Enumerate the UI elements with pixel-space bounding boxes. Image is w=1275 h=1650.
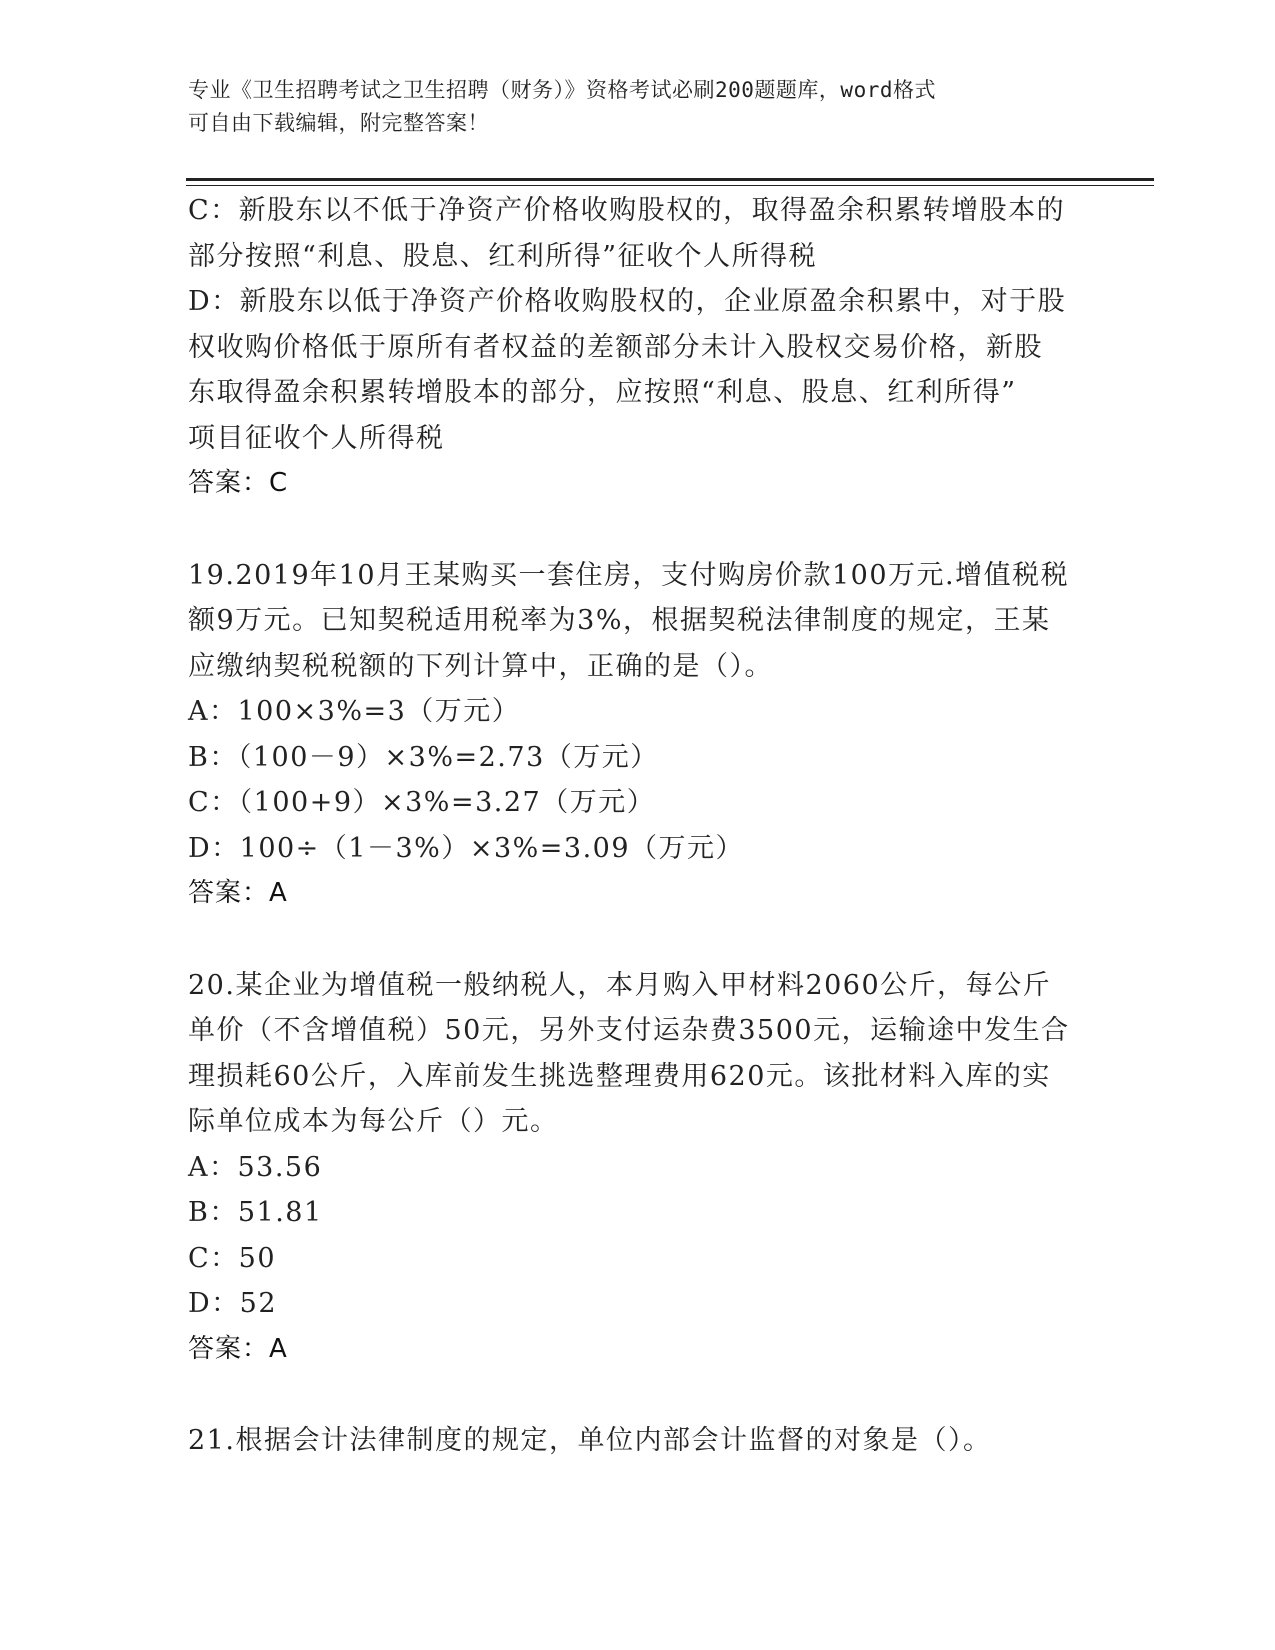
- question-20: [188, 963, 1088, 1373]
- question-21: [188, 1418, 1088, 1464]
- header-line-2: 可自由下载编辑，附完整答案！: [188, 111, 489, 135]
- option-b: B：（100－9）×3%=2.73（万元）: [188, 741, 659, 773]
- question-stem-line-2: 单价（不含增值税）50元，另外支付运杂费3500元，运输途中发生合: [188, 1015, 1070, 1046]
- option-c-line-2: 部分按照“利息、股息、红利所得”征收个人所得税: [188, 240, 818, 272]
- document-body: [188, 188, 1088, 1464]
- question-18-tail: [188, 188, 1088, 507]
- option-c: C：50: [188, 1242, 277, 1274]
- option-a: A：100×3%=3（万元）: [188, 696, 521, 727]
- question-stem-line-1: 19.2019年10月王某购买一套住房，支付购房价款100万元.增值税税: [188, 559, 1070, 591]
- option-b: B：51.81: [188, 1197, 323, 1228]
- question-19: [188, 553, 1088, 917]
- option-c: C：（100+9）×3%=3.27（万元）: [188, 787, 656, 818]
- spacer: [188, 917, 1088, 963]
- spacer: [188, 507, 1088, 553]
- option-c-line-1: C：新股东以不低于净资产价格收购股权的，取得盈余积累转增股本的: [188, 195, 1066, 226]
- question-stem-line-3: 应缴纳契税税额的下列计算中，正确的是（）。: [188, 650, 773, 682]
- option-d: D：52: [188, 1288, 278, 1319]
- option-d-line-2: 权收购价格低于原所有者权益的差额部分未计入股权交易价格，新股: [188, 331, 1043, 363]
- question-stem-line-1: 21.根据会计法律制度的规定，单位内部会计监督的对象是（）。: [188, 1425, 992, 1456]
- answer-18: 答案：C: [188, 468, 289, 498]
- question-stem-line-3: 理损耗60公斤，入库前发生挑选整理费用620元。该批材料入库的实: [188, 1060, 1051, 1092]
- header-divider-thick: [186, 178, 1154, 181]
- question-stem-line-4: 际单位成本为每公斤（）元。: [188, 1106, 559, 1137]
- header-line-1: 专业《卫生招聘考试之卫生招聘（财务）》资格考试必刷200题题库，word格式: [188, 78, 936, 102]
- option-d-line-1: D：新股东以低于净资产价格收购股权的，企业原盈余积累中，对于股: [188, 286, 1067, 317]
- answer-19: 答案：A: [188, 878, 288, 908]
- question-stem-line-2: 额9万元。已知契税适用税率为3%，根据契税法律制度的规定，王某: [188, 605, 1051, 636]
- spacer: [188, 1372, 1088, 1418]
- option-d-line-3: 东取得盈余积累转增股本的部分，应按照“利息、股息、红利所得”: [188, 377, 1017, 408]
- option-d-line-4: 项目征收个人所得税: [188, 422, 445, 454]
- option-d: D：100÷（1－3%）×3%=3.09（万元）: [188, 832, 745, 864]
- question-stem-line-1: 20.某企业为增值税一般纳税人，本月购入甲材料2060公斤，每公斤: [188, 969, 1052, 1001]
- document-header: [188, 74, 1088, 140]
- option-a: A：53.56: [188, 1151, 323, 1183]
- header-divider-thin: [186, 185, 1154, 186]
- answer-20: 答案：A: [188, 1333, 288, 1364]
